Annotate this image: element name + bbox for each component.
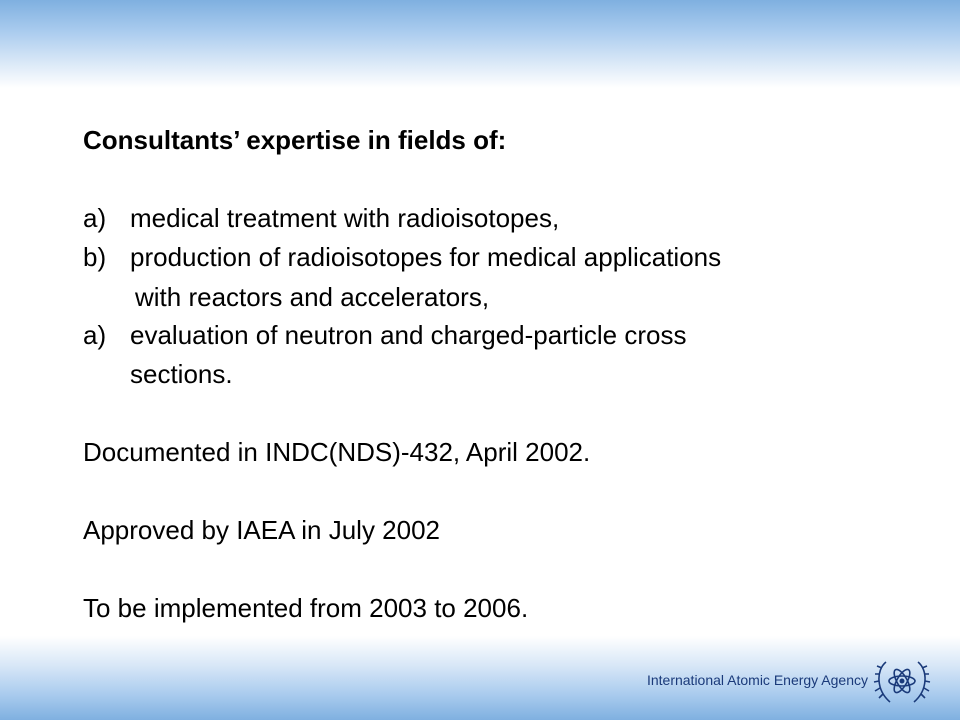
documented-text: Documented in INDC(NDS)-432, April 2002. <box>83 437 591 467</box>
list-item-text: sections. <box>130 359 233 389</box>
iaea-emblem-icon <box>872 656 932 706</box>
list-marker: a) <box>83 320 107 350</box>
footer-agency-name: International Atomic Energy Agency <box>646 672 868 688</box>
implemented-text: To be implemented from 2003 to 2006. <box>83 593 529 623</box>
approved-text: Approved by IAEA in July 2002 <box>83 515 441 545</box>
list-marker: a) <box>83 203 107 233</box>
list-item-text: medical treatment with radioisotopes, <box>130 203 560 233</box>
slide-heading: Consultants’ expertise in fields of: <box>83 125 507 155</box>
list-marker: b) <box>83 242 107 272</box>
list-item-text: evaluation of neutron and charged-particle cross <box>130 320 687 350</box>
list-item-text: production of radioisotopes for medical applications <box>130 242 722 272</box>
list-item-text: with reactors and accelerators, <box>135 282 490 312</box>
